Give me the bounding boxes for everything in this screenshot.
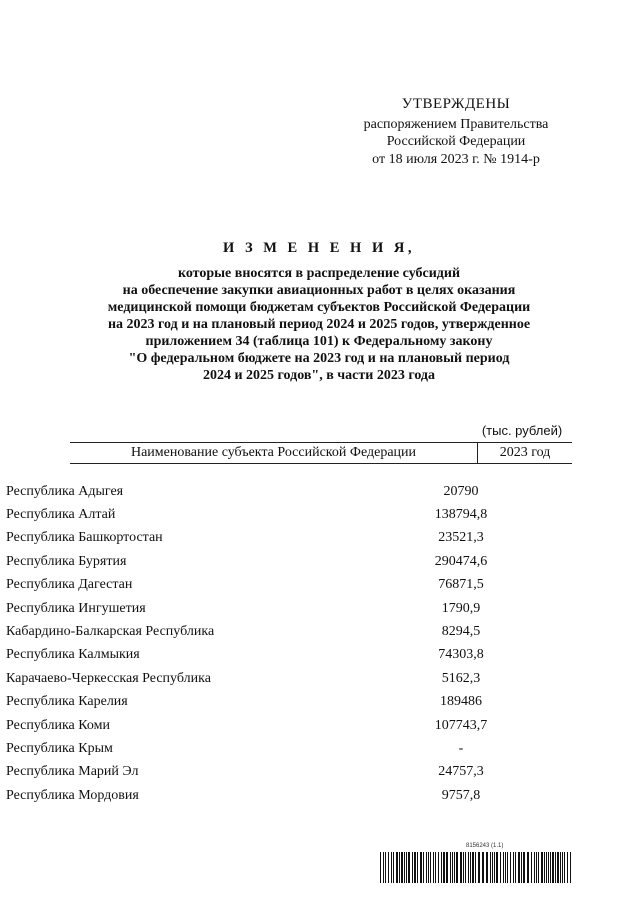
row-name: Кабардино-Балкарская Республика [6, 624, 215, 640]
row-value: 189486 [440, 694, 482, 710]
table-row [6, 527, 572, 550]
table-row [6, 667, 572, 690]
row-value: - [458, 740, 464, 756]
row-value: 107743,7 [434, 717, 488, 733]
approval-line-3: от 18 июля 2023 г. № 1914-р [372, 151, 540, 167]
document-title [60, 240, 578, 384]
barcode-icon [380, 852, 572, 883]
row-value: 23521,3 [438, 530, 484, 546]
row-name: Республика Калмыкия [6, 647, 140, 663]
row-value: 9757,8 [441, 787, 481, 803]
row-name: Республика Адыгея [6, 483, 124, 499]
table-row [6, 597, 572, 620]
approval-line-2: Российской Федерации [386, 134, 526, 149]
table-row [6, 550, 572, 573]
table-row [6, 714, 572, 737]
approval-block [340, 96, 572, 168]
row-name: Республика Ингушетия [6, 600, 146, 616]
title-line: "О федеральном бюджете на 2023 год и на плановый период [128, 351, 510, 366]
row-value: 5162,3 [441, 670, 481, 686]
column-header-name: Наименование субъекта Российской Федерации [70, 443, 478, 463]
row-name: Республика Коми [6, 717, 110, 733]
table-row [6, 737, 572, 760]
approval-heading: УТВЕРЖДЕНЫ [401, 96, 511, 112]
row-name: Республика Дагестан [6, 577, 133, 593]
table-row [6, 644, 572, 667]
title-line: медицинской помощи бюджетам субъектов Российской Федерации [107, 300, 531, 315]
row-name: Карачаево-Черкесская Республика [6, 670, 211, 686]
row-value: 1790,9 [441, 600, 481, 616]
table-row [6, 574, 572, 597]
title-line: на обеспечение закупки авиационных работ в целях оказания [122, 283, 516, 298]
row-value: 74303,8 [438, 647, 484, 663]
table-row [6, 784, 572, 807]
row-value: 76871,5 [438, 577, 484, 593]
table-row [6, 691, 572, 714]
table-header-row [70, 442, 572, 464]
row-value: 138794,8 [434, 507, 488, 523]
column-header-year: 2023 год [499, 445, 551, 460]
row-value: 290474,6 [434, 553, 488, 569]
row-name: Республика Бурятия [6, 553, 127, 569]
title-line: 2024 и 2025 годов", в части 2023 года [202, 368, 436, 383]
barcode-block [380, 843, 572, 883]
title-main: И З М Е Н Е Н И Я, [223, 240, 415, 256]
table-row [6, 480, 572, 503]
row-value: 8294,5 [441, 624, 481, 640]
table-row [6, 620, 572, 643]
row-value: 24757,3 [438, 764, 484, 780]
barcode-label: 8156243 (1.1) [466, 843, 504, 849]
title-line: приложением 34 (таблица 101) к Федеральному закону [145, 334, 493, 349]
title-line: на 2023 год и на плановый период 2024 и 2025 годов, утвержденное [107, 317, 531, 332]
row-value: 20790 [443, 483, 479, 499]
table-row [6, 761, 572, 784]
row-name: Республика Крым [6, 740, 113, 756]
title-line: которые вносятся в распределение субсидий [177, 266, 461, 281]
row-name: Республика Карелия [6, 694, 128, 710]
row-name: Республика Башкортостан [6, 530, 163, 546]
table-row [6, 503, 572, 526]
table-header [70, 442, 572, 464]
row-name: Республика Марий Эл [6, 764, 139, 780]
approval-line-1: распоряжением Правительства [363, 116, 549, 132]
row-name: Республика Алтай [6, 507, 116, 523]
row-name: Республика Мордовия [6, 787, 139, 803]
unit-label: (тыс. рублей) [481, 423, 563, 438]
table-body [6, 480, 572, 807]
